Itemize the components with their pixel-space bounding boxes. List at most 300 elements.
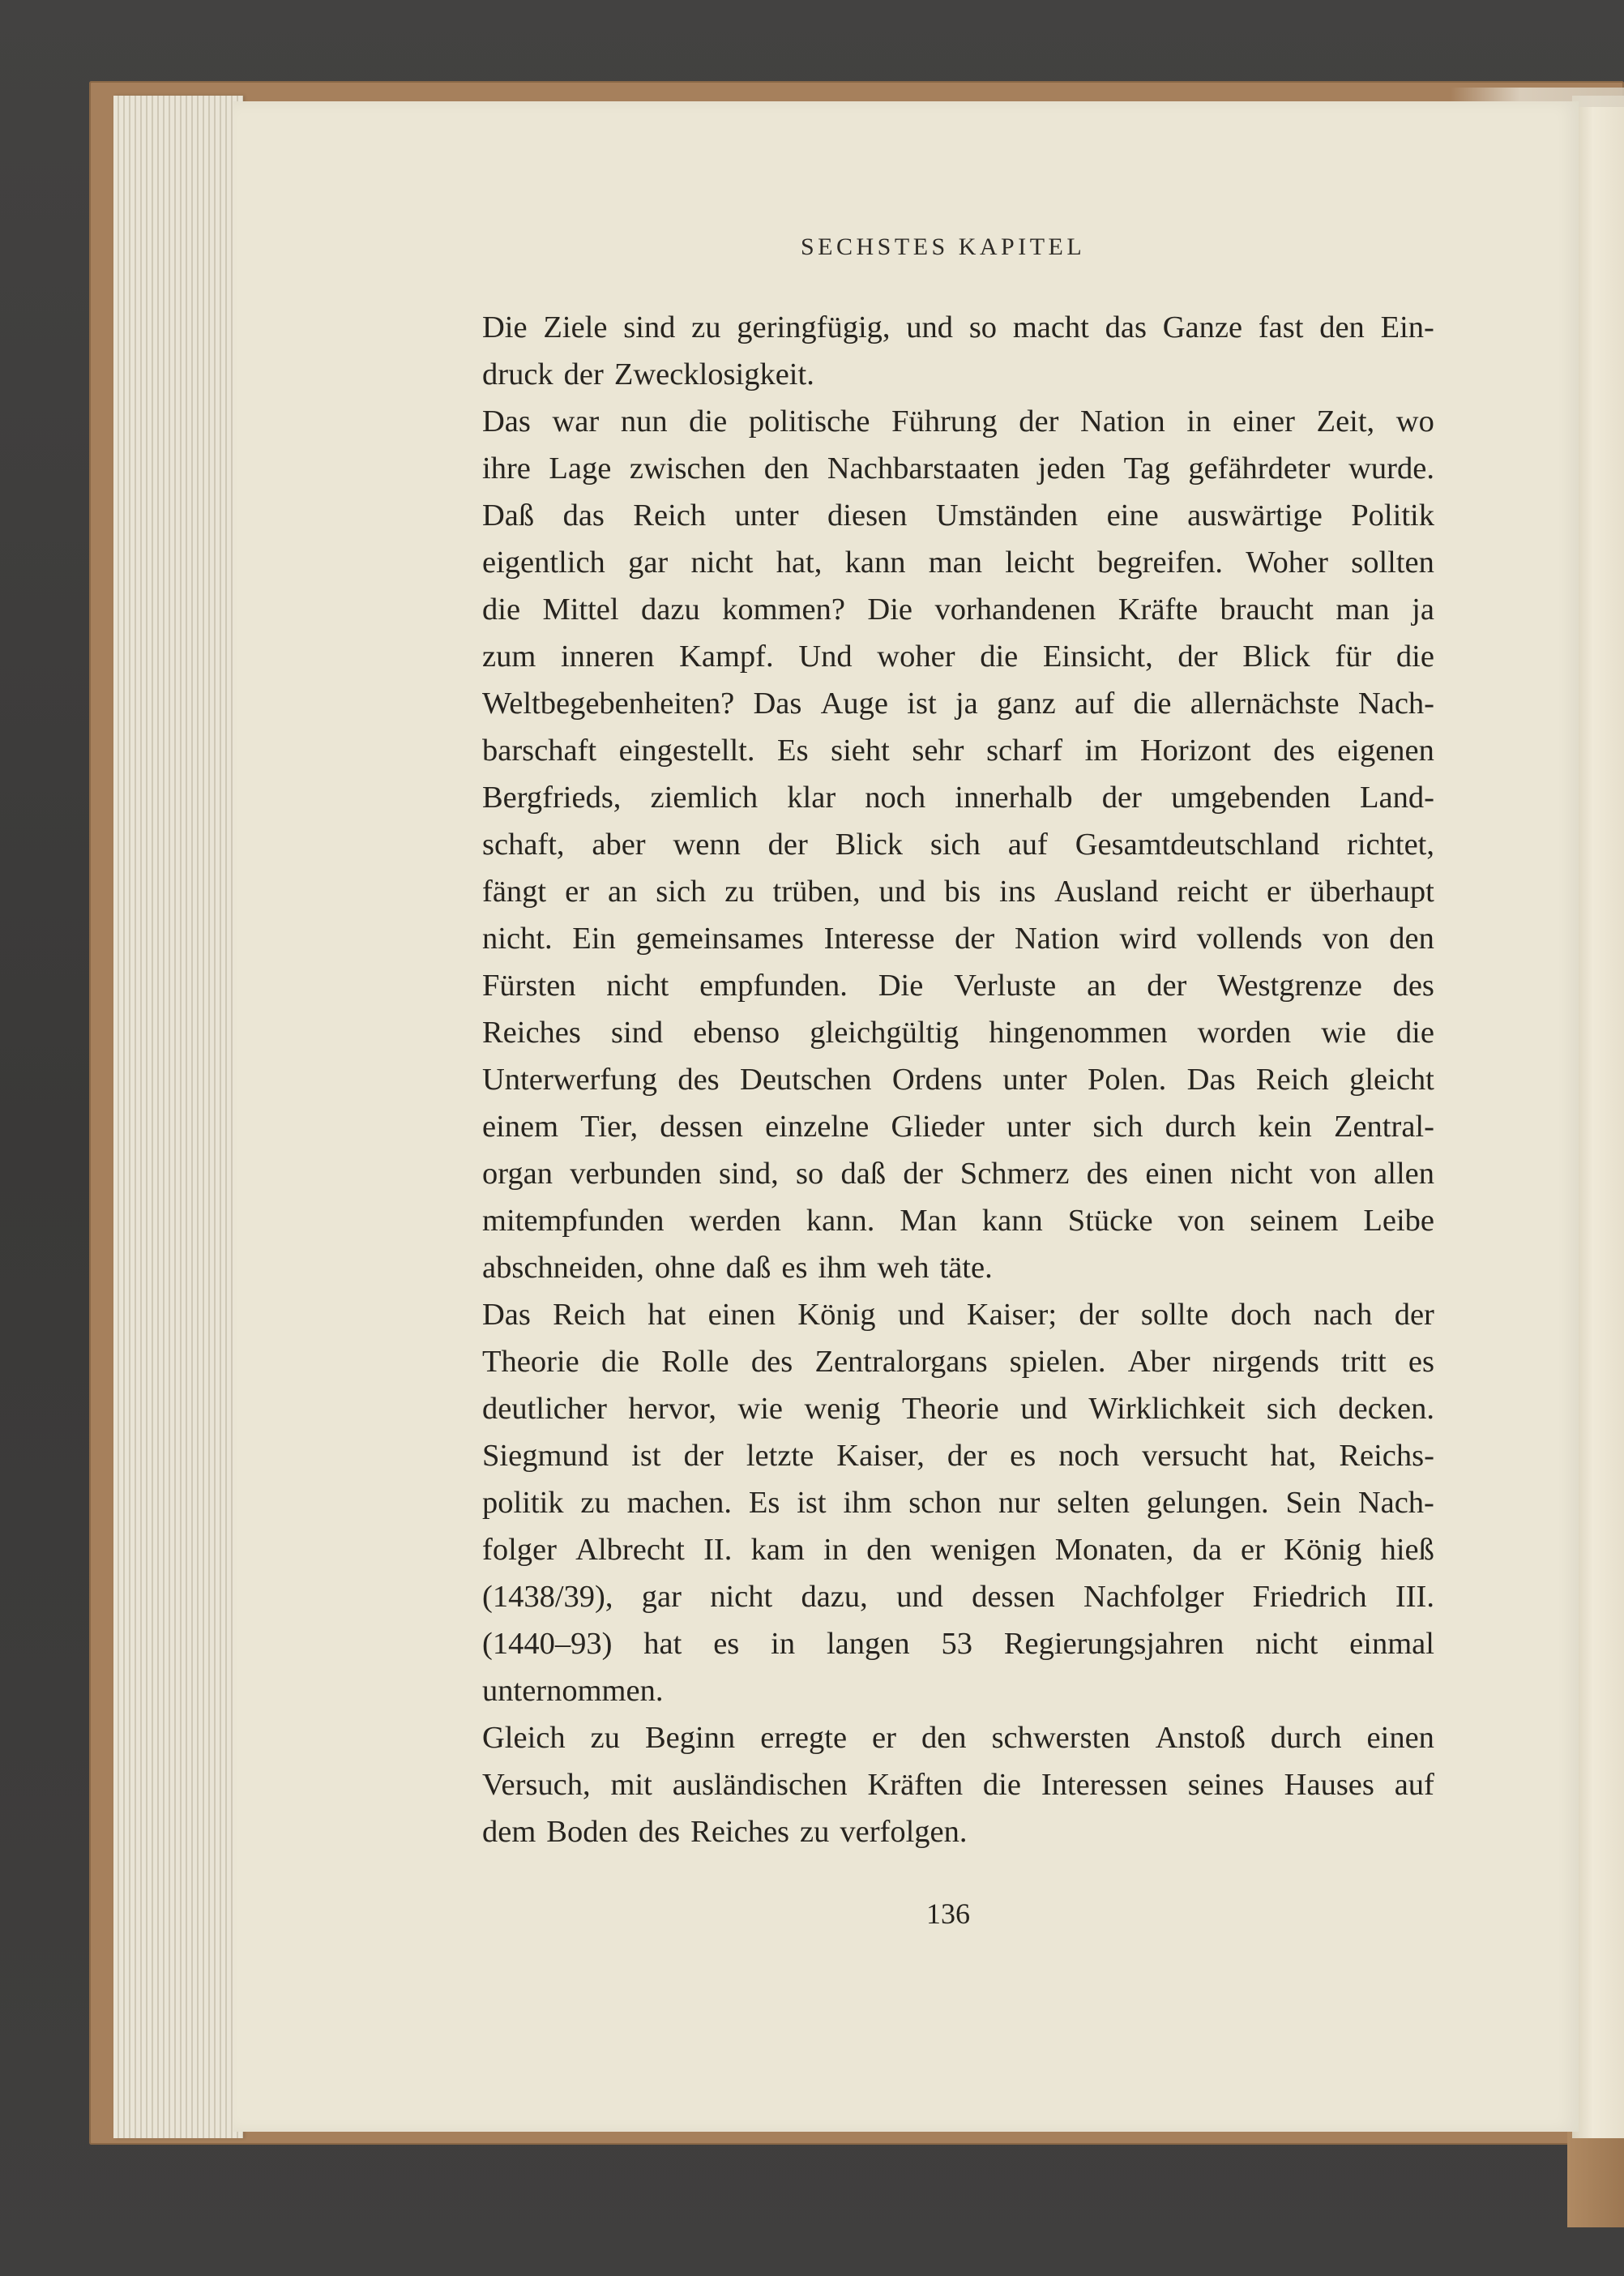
word: hingenommen [989, 1016, 1168, 1050]
word: und [897, 1298, 945, 1332]
word: Kräften [867, 1768, 964, 1802]
word: dessen [660, 1110, 743, 1144]
word: machen. [626, 1486, 732, 1520]
page-number: 136 [926, 1897, 970, 1930]
word: richtet, [1347, 828, 1434, 862]
word: Boden [546, 1815, 628, 1849]
word: den [921, 1721, 967, 1755]
word: des [1086, 1157, 1129, 1191]
word: Nach- [1357, 1486, 1434, 1520]
word: organ [482, 1157, 553, 1191]
word: Monaten, [1054, 1533, 1174, 1567]
word: gleichgültig [810, 1016, 959, 1050]
word: Einsicht, [1042, 640, 1153, 674]
word: auf [1075, 687, 1115, 721]
word: des [750, 1345, 793, 1379]
word: nur [998, 1486, 1041, 1520]
word: Verluste [954, 969, 1057, 1003]
word: Mittel [542, 593, 619, 627]
word: hervor, [628, 1392, 716, 1426]
text-line [482, 915, 1434, 962]
word: sieht [831, 734, 890, 768]
word: mit [610, 1768, 652, 1802]
word: Friedrich [1252, 1580, 1367, 1614]
word: kann [981, 1204, 1043, 1238]
text-line [482, 633, 1434, 680]
word: Ganze [1162, 310, 1243, 344]
word: kam [750, 1533, 805, 1567]
word: inneren [560, 640, 655, 674]
word: einen [1145, 1157, 1213, 1191]
word: verfolgen. [840, 1815, 968, 1849]
word: der [947, 1439, 988, 1473]
word: Gesamtdeutschland [1075, 828, 1320, 862]
word: Reich [1255, 1063, 1329, 1097]
word: nach [1313, 1298, 1373, 1332]
word: König [797, 1298, 876, 1332]
word: und [1020, 1392, 1067, 1426]
word: dazu [641, 593, 700, 627]
word: sich [930, 828, 981, 862]
word: reicht [1177, 875, 1249, 909]
word: in [1186, 404, 1212, 439]
word: schaft, [482, 828, 565, 862]
word: Reiches [482, 1016, 581, 1050]
word: Politik [1351, 498, 1434, 533]
word: gar [628, 545, 669, 580]
text-line [482, 868, 1434, 915]
word: 53 [941, 1627, 972, 1661]
word: das [1105, 310, 1147, 344]
word: woher [877, 640, 955, 674]
word: zwischen [629, 451, 746, 486]
word: daß [725, 1251, 771, 1285]
word: jeden [1037, 451, 1106, 486]
word: da [1192, 1533, 1222, 1567]
word: Schmerz [959, 1157, 1070, 1191]
word: ihm [843, 1486, 892, 1520]
word: sind [610, 1016, 664, 1050]
word: der [563, 357, 604, 391]
text-line [482, 304, 1434, 351]
word: der [903, 1157, 943, 1191]
word: im [1084, 734, 1118, 768]
word: III. [1395, 1580, 1434, 1614]
word: die [980, 640, 1019, 674]
word: ganz [997, 687, 1056, 721]
word: Kräfte [1118, 593, 1199, 627]
word: einer [1232, 404, 1295, 439]
word: auf [1007, 828, 1048, 862]
word: Die [867, 593, 913, 627]
word: so [796, 1157, 824, 1191]
word: es [713, 1627, 740, 1661]
word: hat, [1270, 1439, 1317, 1473]
word: er [1241, 1533, 1265, 1567]
word: unternommen. [482, 1674, 664, 1708]
text-line [482, 1620, 1434, 1667]
word: in [771, 1627, 796, 1661]
word: die [1395, 640, 1434, 674]
word: das [562, 498, 605, 533]
word: Umständen [935, 498, 1079, 533]
word: ja [955, 687, 978, 721]
word: nicht [710, 1580, 773, 1614]
word: aber [592, 828, 646, 862]
word: Reich [553, 1298, 626, 1332]
word: Sein [1285, 1486, 1341, 1520]
word: Siegmund [482, 1439, 609, 1473]
word: Das [482, 404, 531, 439]
word: wenig [804, 1392, 881, 1426]
word: den [763, 451, 810, 486]
word: zu [800, 1815, 830, 1849]
word: Beginn [644, 1721, 736, 1755]
word: Das [1186, 1063, 1236, 1097]
word: und [878, 875, 926, 909]
word: durch [1165, 1110, 1237, 1144]
word: Gleich [482, 1721, 566, 1755]
word: des [638, 1815, 681, 1849]
word: nicht [690, 545, 754, 580]
word: für [1335, 640, 1372, 674]
word: Zeit, [1316, 404, 1375, 439]
word: Deutschen [740, 1063, 872, 1097]
word: (1438/39), [482, 1580, 613, 1614]
word: Interessen [1041, 1768, 1168, 1802]
text-line [482, 1291, 1434, 1338]
word: in [823, 1533, 848, 1567]
word: Man [900, 1204, 957, 1238]
word: von [1322, 922, 1370, 956]
word: eine [1106, 498, 1159, 533]
word: es [1408, 1345, 1434, 1379]
text-line [482, 445, 1434, 492]
word: Nach- [1357, 687, 1434, 721]
page-edges [113, 96, 243, 2138]
word: vollends [1196, 922, 1303, 956]
word: einem [482, 1110, 559, 1144]
word: Ziele [543, 310, 608, 344]
word: man [1336, 593, 1390, 627]
word: deutlicher [482, 1392, 607, 1426]
word: man [928, 545, 983, 580]
word: sollten [1351, 545, 1434, 580]
word: politik [482, 1486, 564, 1520]
word: Interesse [823, 922, 935, 956]
word: einmal [1349, 1627, 1434, 1661]
word: von [1310, 1157, 1357, 1191]
word: Es [748, 1486, 780, 1520]
word: Albrecht [575, 1533, 685, 1567]
word: Tier, [580, 1110, 639, 1144]
word: der [1177, 640, 1218, 674]
word: kein [1258, 1110, 1312, 1144]
word: spielen. [1009, 1345, 1106, 1379]
word: der [1147, 969, 1187, 1003]
word: war [552, 404, 600, 439]
word: Rolle [661, 1345, 729, 1379]
word: der [1101, 781, 1142, 815]
word: es [781, 1251, 808, 1285]
word: innerhalb [955, 781, 1073, 815]
word: dessen [972, 1580, 1055, 1614]
word: sind [623, 310, 676, 344]
word: Führung [891, 404, 998, 439]
word: seines [1187, 1768, 1264, 1802]
word: noch [865, 781, 926, 815]
word: überhaupt [1309, 875, 1434, 909]
word: Tag [1123, 451, 1170, 486]
text-line [482, 1667, 1434, 1714]
word: gar [641, 1580, 682, 1614]
word: barschaft [482, 734, 597, 768]
text-line [482, 586, 1434, 633]
word: Die [482, 310, 528, 344]
word: wurde. [1348, 451, 1434, 486]
word: hat [647, 1298, 686, 1332]
word: an [1087, 969, 1117, 1003]
text-line [482, 539, 1434, 586]
text-line [482, 1526, 1434, 1573]
word: Fürsten [482, 969, 576, 1003]
word: wenigen [930, 1533, 1036, 1567]
word: leicht [1005, 545, 1075, 580]
word: worden [1197, 1016, 1292, 1050]
word: Leibe [1363, 1204, 1434, 1238]
word: ihre [482, 451, 531, 486]
word: begreifen. [1097, 545, 1224, 580]
word: er [872, 1721, 896, 1755]
word: selten [1057, 1486, 1130, 1520]
word: sich [1266, 1392, 1317, 1426]
word: Reich [633, 498, 707, 533]
word: nicht [1255, 1627, 1318, 1661]
text-line [482, 1103, 1434, 1150]
word: zu [590, 1721, 620, 1755]
word: kann [844, 545, 906, 580]
word: geringfügig, [737, 310, 891, 344]
word: Daß [482, 498, 535, 533]
word: Nation [1014, 922, 1100, 956]
text-line [482, 727, 1434, 774]
word: II. [703, 1533, 733, 1567]
word: versucht [1142, 1439, 1248, 1473]
word: fängt [482, 875, 547, 909]
word: nicht [1229, 1157, 1293, 1191]
word: gemeinsames [635, 922, 804, 956]
word: Stücke [1067, 1204, 1153, 1238]
word: umgebenden [1171, 781, 1331, 815]
word: Das [753, 687, 802, 721]
word: sich [656, 875, 707, 909]
word: durch [1270, 1721, 1342, 1755]
word: folger [482, 1533, 557, 1567]
word: einen [1366, 1721, 1434, 1755]
word: König [1284, 1533, 1362, 1567]
word: hat, [776, 545, 823, 580]
text-line [482, 398, 1434, 445]
word: daß [840, 1157, 887, 1191]
word: vorhandenen [934, 593, 1096, 627]
word: Nachbarstaaten [827, 451, 1020, 486]
word: der [767, 828, 808, 862]
word: den [1389, 922, 1434, 956]
word: der [1394, 1298, 1434, 1332]
word: macht [1012, 310, 1089, 344]
word: Polen. [1087, 1063, 1167, 1097]
text-line [482, 1432, 1434, 1479]
word: allernächste [1190, 687, 1340, 721]
word: Woher [1246, 545, 1328, 580]
word: sollte [1140, 1298, 1209, 1332]
text-line [482, 774, 1434, 821]
word: ist [907, 687, 937, 721]
text-line [482, 1244, 1434, 1291]
word: und [906, 310, 954, 344]
word: druck [482, 357, 553, 391]
word: Ein [572, 922, 616, 956]
running-head: SECHSTES KAPITEL [801, 233, 1086, 260]
word: Es [777, 734, 809, 768]
word: Nachfolger [1083, 1580, 1224, 1614]
word: nicht [606, 969, 669, 1003]
word: von [1177, 1204, 1225, 1238]
word: und [896, 1580, 943, 1614]
book-gutter [1572, 96, 1624, 2138]
word: letzte [746, 1439, 814, 1473]
text-line [482, 1197, 1434, 1244]
word: zu [691, 310, 721, 344]
word: Aber [1127, 1345, 1190, 1379]
word: Regierungsjahren [1003, 1627, 1224, 1661]
word: einen [707, 1298, 776, 1332]
word: Weltbegebenheiten? [482, 687, 735, 721]
word: sich [1092, 1110, 1143, 1144]
text-line [482, 962, 1434, 1009]
word: eingestellt. [618, 734, 755, 768]
word: Lage [549, 451, 612, 486]
word: sehr [912, 734, 964, 768]
word: wo [1395, 404, 1434, 439]
word: ja [1412, 593, 1434, 627]
word: empfunden. [699, 969, 848, 1003]
text-line [482, 351, 1434, 398]
body-text [482, 304, 1434, 1855]
word: gelungen. [1146, 1486, 1269, 1520]
word: des [1392, 969, 1434, 1003]
word: der [1079, 1298, 1119, 1332]
word: die [689, 404, 728, 439]
word: Glieder [891, 1110, 985, 1144]
word: ohne [654, 1251, 716, 1285]
word: den [866, 1533, 912, 1567]
word: Hauses [1284, 1768, 1374, 1802]
word: eigentlich [482, 545, 605, 580]
word: die [600, 1345, 639, 1379]
word: braucht [1220, 593, 1314, 627]
word: Ein- [1380, 310, 1434, 344]
word: kommen? [722, 593, 845, 627]
text-line [482, 1808, 1434, 1855]
word: Unterwerfung [482, 1063, 657, 1097]
word: an [607, 875, 638, 909]
word: zum [482, 640, 536, 674]
word: hieß [1380, 1533, 1434, 1567]
word: Die [878, 969, 924, 1003]
word: sind, [718, 1157, 779, 1191]
word: seinem [1250, 1204, 1339, 1238]
word: Auge [820, 687, 889, 721]
word: tritt [1341, 1345, 1387, 1379]
word: weh [877, 1251, 930, 1285]
word: schon [908, 1486, 982, 1520]
word: des [1273, 734, 1315, 768]
word: Zwecklosigkeit. [613, 357, 814, 391]
word: auf [1394, 1768, 1434, 1802]
word: Anstoß [1155, 1721, 1246, 1755]
text-line [482, 1338, 1434, 1385]
word: die [1395, 1016, 1434, 1050]
word: Land- [1359, 781, 1434, 815]
text-line [482, 821, 1434, 868]
word: Das [482, 1298, 531, 1332]
word: Reichs- [1339, 1439, 1434, 1473]
word: Wirklichkeit [1088, 1392, 1246, 1426]
word: Und [798, 640, 853, 674]
word: er [1266, 875, 1291, 909]
word: eigenen [1337, 734, 1434, 768]
word: die [482, 593, 521, 627]
word: nirgends [1212, 1345, 1319, 1379]
word: gleicht [1349, 1063, 1434, 1097]
text-line [482, 1385, 1434, 1432]
word: diesen [827, 498, 908, 533]
word: politische [748, 404, 870, 439]
word: Kaiser, [836, 1439, 925, 1473]
word: wie [737, 1392, 784, 1426]
word: Horizont [1139, 734, 1251, 768]
word: die [982, 1768, 1021, 1802]
text-line [482, 1761, 1434, 1808]
word: wenn [673, 828, 741, 862]
word: nun [620, 404, 668, 439]
word: nicht. [482, 922, 553, 956]
text-line [482, 1479, 1434, 1526]
word: die [1133, 687, 1172, 721]
word: des [677, 1063, 720, 1097]
word: der [683, 1439, 724, 1473]
word: werden [689, 1204, 781, 1238]
word: Theorie [902, 1392, 999, 1426]
word: schwersten [991, 1721, 1130, 1755]
text-line [482, 1150, 1434, 1197]
word: noch [1058, 1439, 1120, 1473]
word: hat [643, 1627, 682, 1661]
word: fast [1258, 310, 1304, 344]
word: so [968, 310, 998, 344]
word: bis [944, 875, 981, 909]
word: ausländischen [672, 1768, 848, 1802]
word: Blick [835, 828, 904, 862]
word: den [1319, 310, 1365, 344]
text-line [482, 1056, 1434, 1103]
word: Theorie [482, 1345, 579, 1379]
word: Ausland [1054, 875, 1159, 909]
word: der [955, 922, 995, 956]
word: langen [826, 1627, 910, 1661]
word: Versuch, [482, 1768, 591, 1802]
